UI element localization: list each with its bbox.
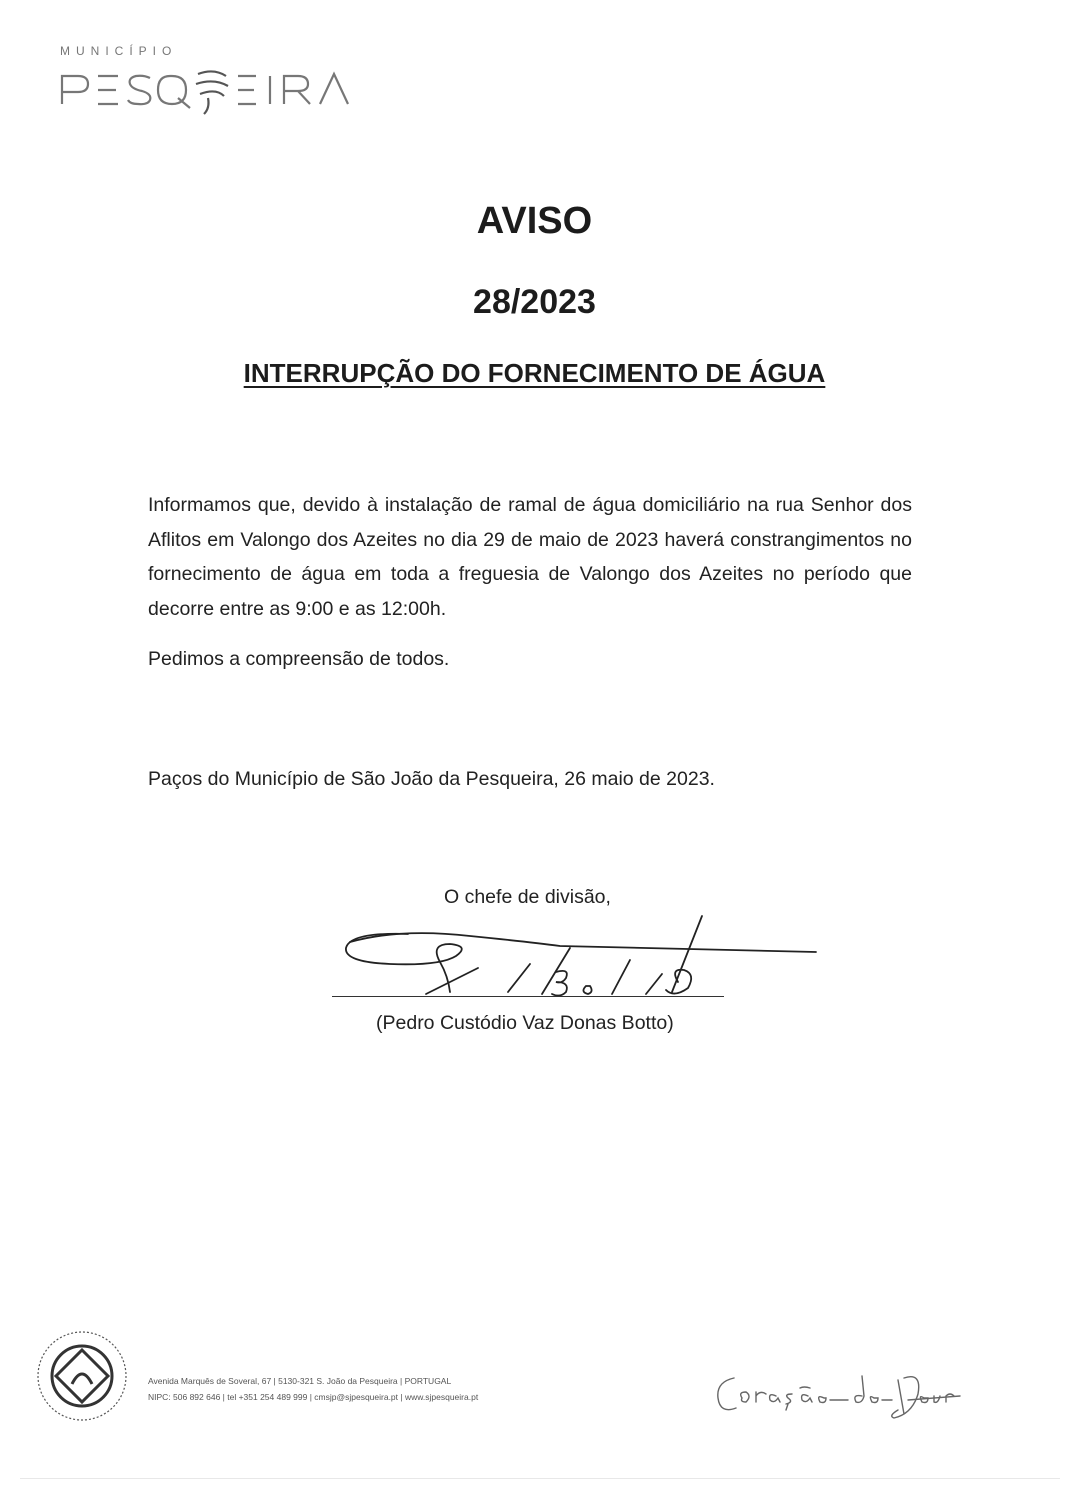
handwritten-signature-icon <box>330 912 830 1002</box>
signatory-role: O chefe de divisão, <box>444 886 611 908</box>
signatory-name: (Pedro Custódio Vaz Donas Botto) <box>376 1012 674 1034</box>
world-heritage-badge-icon <box>34 1328 130 1424</box>
municipality-logo <box>58 44 358 124</box>
notice-subject <box>0 358 1069 389</box>
footer-address: Avenida Marquês de Soveral, 67 | 5130-321 S. João da Pesqueira | PORTUGAL <box>148 1376 452 1386</box>
pesqueira-logo-icon <box>58 58 358 124</box>
notice-number: 28/2023 <box>473 283 596 321</box>
notice-title: AVISO <box>476 200 593 242</box>
place-date: Paços do Município de São João da Pesqueira, 26 maio de 2023. <box>148 768 715 790</box>
municipality-label: MUNICÍPIO <box>60 44 178 58</box>
footer-contacts: NIPC: 506 892 646 | tel +351 254 489 999 | cmsjp@sjpesqueira.pt | www.sjpesqueira.pt <box>148 1392 479 1402</box>
signature-line <box>332 996 724 997</box>
coracao-do-douro-script-icon <box>712 1368 962 1424</box>
footer-contact <box>148 1373 478 1405</box>
closing-paragraph: Pedimos a compreensão de todos. <box>148 648 450 670</box>
page-edge <box>20 1478 1060 1479</box>
body-paragraph: Informamos que, devido à instalação de ramal de água domiciliário na rua Senhor dos Aflitos em Valongo dos Azeites no dia 29 de maio de 2023 haverá constrangimentos no fornecimento de água em toda a freguesia de Valongo dos Azeites no período que decorre entre as 9:00 e as 12:00h. <box>148 494 912 620</box>
notice-subject-text: INTERRUPÇÃO DO FORNECIMENTO DE ÁGUA <box>243 358 826 388</box>
